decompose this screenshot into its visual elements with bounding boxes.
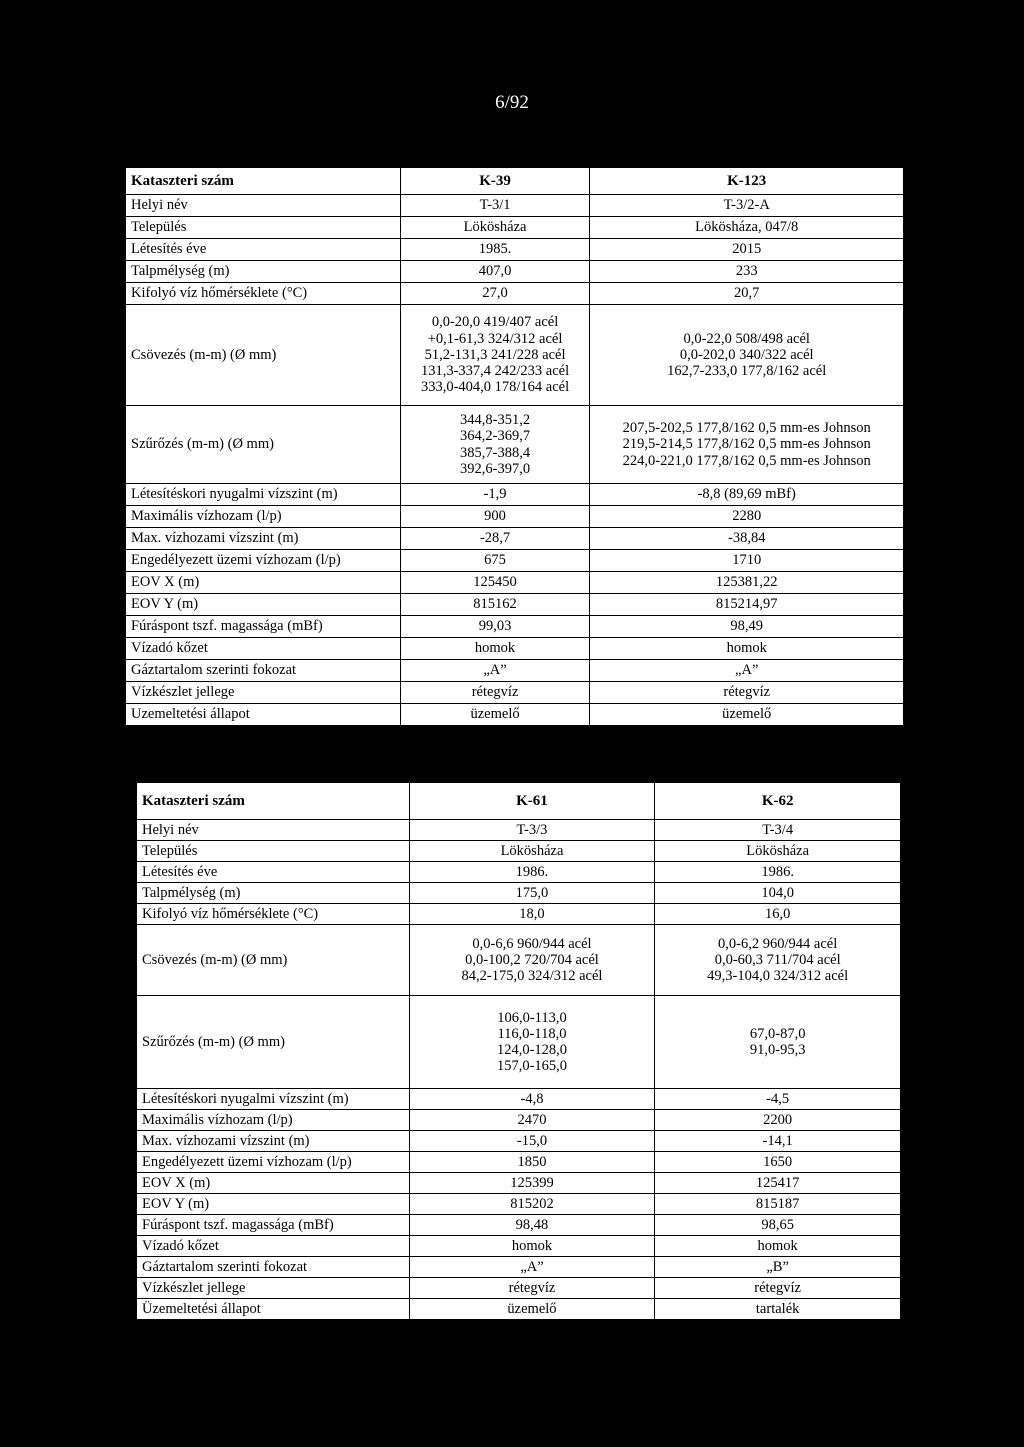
well-1-cadastral-cell: K-61 xyxy=(409,783,655,820)
well-2-depth-cell: 104,0 xyxy=(655,883,901,904)
cell-line: 91,0-95,3 xyxy=(749,1042,806,1058)
well-1-eov-x-cell: 125399 xyxy=(409,1173,655,1194)
row-max-yield-level xyxy=(126,528,904,550)
well-2-elevation-cell: 98,49 xyxy=(590,616,904,638)
well-2-local-name-cell: T-3/2-A xyxy=(590,195,904,217)
row-static-level xyxy=(137,1089,901,1110)
row-label: Kifolyó víz hőmérséklete (°C) xyxy=(126,283,401,305)
well-2-water-type-cell: rétegvíz xyxy=(590,682,904,704)
well-2-year-cell: 2015 xyxy=(590,239,904,261)
well-2-eov-x-cell: 125417 xyxy=(655,1173,901,1194)
row-label: Település xyxy=(137,841,410,862)
row-label: Szűrőzés (m-m) (Ø mm) xyxy=(126,406,401,484)
row-label: EOV Y (m) xyxy=(137,1194,410,1215)
well-1-piping-cell xyxy=(409,925,655,996)
well-2-screen-cell xyxy=(590,406,904,484)
row-label: EOV X (m) xyxy=(126,572,401,594)
cell-line: 67,0-87,0 xyxy=(749,1025,806,1042)
row-label: Létesítés éve xyxy=(126,239,401,261)
cell-line: 49,3-104,0 324/312 acél xyxy=(707,968,849,985)
well-1-status-cell: üzemelő xyxy=(400,704,590,726)
row-label: Max. vízhozami vízszint (m) xyxy=(137,1131,410,1152)
well-2-static-level-cell: -4,5 xyxy=(655,1089,901,1110)
row-aquifer xyxy=(137,1236,901,1257)
well-1-water-type-cell: rétegvíz xyxy=(400,682,590,704)
row-local-name xyxy=(137,820,901,841)
row-label: Fúráspont tszf. magassága (mBf) xyxy=(137,1215,410,1236)
row-permitted-yield xyxy=(126,550,904,572)
row-permitted-yield xyxy=(137,1152,901,1173)
well-table-1-body xyxy=(126,168,904,726)
well-1-max-yield-level-cell: -15,0 xyxy=(409,1131,655,1152)
well-2-eov-y-cell: 815187 xyxy=(655,1194,901,1215)
well-2-depth-cell: 233 xyxy=(590,261,904,283)
row-aquifer xyxy=(126,638,904,660)
row-label: Kataszteri szám xyxy=(137,783,410,820)
row-screen xyxy=(126,406,904,484)
well-2-status-cell: üzemelő xyxy=(590,704,904,726)
row-label: Település xyxy=(126,217,401,239)
cell-line: 0,0-202,0 340/322 acél xyxy=(679,346,814,363)
well-1-screen-cell xyxy=(400,406,590,484)
well-1-aquifer-cell: homok xyxy=(409,1236,655,1257)
row-label: Kataszteri szám xyxy=(126,168,401,195)
well-2-gas-class-cell: „B” xyxy=(655,1257,901,1278)
row-settlement xyxy=(137,841,901,862)
row-label: Létesítés éve xyxy=(137,862,410,883)
row-label: EOV Y (m) xyxy=(126,594,401,616)
cell-line: 157,0-165,0 xyxy=(496,1058,568,1075)
well-1-year-cell: 1985. xyxy=(400,239,590,261)
row-label: Helyi név xyxy=(137,820,410,841)
well-2-piping-cell xyxy=(590,305,904,406)
well-2-settlement-cell: Lökösháza xyxy=(655,841,901,862)
well-1-max-yield-cell: 900 xyxy=(400,506,590,528)
well-2-temp-cell: 16,0 xyxy=(655,904,901,925)
well-1-gas-class-cell: „A” xyxy=(400,660,590,682)
row-label: Létesítéskori nyugalmi vízszint (m) xyxy=(137,1089,410,1110)
row-label: Vízkészlet jellege xyxy=(137,1278,410,1299)
cell-line: 344,8-351,2 xyxy=(460,412,531,429)
row-label: Szűrőzés (m-m) (Ø mm) xyxy=(137,996,410,1089)
well-1-elevation-cell: 98,48 xyxy=(409,1215,655,1236)
row-label: Fúráspont tszf. magassága (mBf) xyxy=(126,616,401,638)
well-1-eov-y-cell: 815202 xyxy=(409,1194,655,1215)
well-1-max-yield-cell: 2470 xyxy=(409,1110,655,1131)
row-label: Vízadó kőzet xyxy=(137,1236,410,1257)
row-label: Csövezés (m-m) (Ø mm) xyxy=(126,305,401,406)
well-2-piping-cell xyxy=(655,925,901,996)
well-2-screen-cell xyxy=(655,996,901,1089)
row-eov-x xyxy=(126,572,904,594)
cell-line: 333,0-404,0 178/164 acél xyxy=(420,379,570,396)
well-1-cadastral-cell: K-39 xyxy=(400,168,590,195)
row-screen xyxy=(137,996,901,1089)
row-max-yield xyxy=(126,506,904,528)
cell-line: 0,0-22,0 508/498 acél xyxy=(683,330,810,347)
row-cadastral xyxy=(126,168,904,195)
well-1-permitted-yield-cell: 675 xyxy=(400,550,590,572)
cell-line: 124,0-128,0 xyxy=(496,1042,568,1058)
well-1-depth-cell: 175,0 xyxy=(409,883,655,904)
row-year xyxy=(126,239,904,261)
well-1-local-name-cell: T-3/1 xyxy=(400,195,590,217)
row-label: Gáztartalom szerinti fokozat xyxy=(137,1257,410,1278)
well-1-temp-cell: 18,0 xyxy=(409,904,655,925)
cell-line: 207,5-202,5 177,8/162 0,5 mm-es Johnson xyxy=(622,420,871,437)
row-elevation xyxy=(126,616,904,638)
page-number: 6/92 xyxy=(495,92,529,113)
well-1-temp-cell: 27,0 xyxy=(400,283,590,305)
well-2-max-yield-cell: 2200 xyxy=(655,1110,901,1131)
well-2-year-cell: 1986. xyxy=(655,862,901,883)
row-year xyxy=(137,862,901,883)
row-label: Max. vízhozami vízszint (m) xyxy=(126,528,401,550)
well-2-permitted-yield-cell: 1650 xyxy=(655,1152,901,1173)
cell-line: 0,0-20,0 419/407 acél xyxy=(431,314,559,331)
well-2-eov-y-cell: 815214,97 xyxy=(590,594,904,616)
well-table-2 xyxy=(136,782,901,1320)
row-local-name xyxy=(126,195,904,217)
row-temp xyxy=(137,904,901,925)
well-2-aquifer-cell: homok xyxy=(590,638,904,660)
cell-line: 84,2-175,0 324/312 acél xyxy=(461,968,603,985)
well-2-max-yield-cell: 2280 xyxy=(590,506,904,528)
row-label: Maximális vízhozam (l/p) xyxy=(126,506,401,528)
well-1-permitted-yield-cell: 1850 xyxy=(409,1152,655,1173)
cell-line: 0,0-100,2 720/704 acél xyxy=(465,951,599,968)
row-label: Csövezés (m-m) (Ø mm) xyxy=(137,925,410,996)
cell-line: 385,7-388,4 xyxy=(460,444,531,461)
cell-line: 224,0-221,0 177,8/162 0,5 mm-es Johnson xyxy=(622,452,871,469)
row-label: Engedélyezett üzemi vízhozam (l/p) xyxy=(137,1152,410,1173)
row-cadastral xyxy=(137,783,901,820)
well-1-static-level-cell: -4,8 xyxy=(409,1089,655,1110)
well-1-elevation-cell: 99,03 xyxy=(400,616,590,638)
well-2-aquifer-cell: homok xyxy=(655,1236,901,1257)
well-2-settlement-cell: Lökösháza, 047/8 xyxy=(590,217,904,239)
cell-line: 364,2-369,7 xyxy=(460,428,531,445)
row-label: Maximális vízhozam (l/p) xyxy=(137,1110,410,1131)
well-1-settlement-cell: Lökösháza xyxy=(409,841,655,862)
well-2-permitted-yield-cell: 1710 xyxy=(590,550,904,572)
row-gas-class xyxy=(126,660,904,682)
well-1-status-cell: üzemelő xyxy=(409,1299,655,1320)
row-label: Létesítéskori nyugalmi vízszint (m) xyxy=(126,484,401,506)
well-2-temp-cell: 20,7 xyxy=(590,283,904,305)
row-depth xyxy=(126,261,904,283)
well-1-settlement-cell: Lökösháza xyxy=(400,217,590,239)
row-eov-x xyxy=(137,1173,901,1194)
well-2-water-type-cell: rétegvíz xyxy=(655,1278,901,1299)
cell-line: 0,0-6,2 960/944 acél xyxy=(718,935,838,952)
well-1-eov-y-cell: 815162 xyxy=(400,594,590,616)
row-label: Uzemeltetési állapot xyxy=(126,704,401,726)
cell-line: 219,5-214,5 177,8/162 0,5 mm-es Johnson xyxy=(622,436,871,453)
row-elevation xyxy=(137,1215,901,1236)
cell-line: 131,3-337,4 242/233 acél xyxy=(420,363,570,380)
row-status xyxy=(137,1299,901,1320)
well-1-max-yield-level-cell: -28,7 xyxy=(400,528,590,550)
row-temp xyxy=(126,283,904,305)
row-gas-class xyxy=(137,1257,901,1278)
row-eov-y xyxy=(137,1194,901,1215)
well-1-depth-cell: 407,0 xyxy=(400,261,590,283)
well-2-eov-x-cell: 125381,22 xyxy=(590,572,904,594)
row-piping xyxy=(137,925,901,996)
well-1-aquifer-cell: homok xyxy=(400,638,590,660)
row-label: Vízkészlet jellege xyxy=(126,682,401,704)
well-2-cadastral-cell: K-123 xyxy=(590,168,904,195)
cell-line: 392,6-397,0 xyxy=(460,460,531,477)
row-label: Helyi név xyxy=(126,195,401,217)
row-status xyxy=(126,704,904,726)
well-1-local-name-cell: T-3/3 xyxy=(409,820,655,841)
well-2-max-yield-level-cell: -14,1 xyxy=(655,1131,901,1152)
cell-line: 106,0-113,0 xyxy=(497,1009,567,1026)
row-water-type xyxy=(137,1278,901,1299)
row-max-yield xyxy=(137,1110,901,1131)
row-label: Gáztartalom szerinti fokozat xyxy=(126,660,401,682)
row-water-type xyxy=(126,682,904,704)
well-1-eov-x-cell: 125450 xyxy=(400,572,590,594)
well-1-static-level-cell: -1,9 xyxy=(400,484,590,506)
row-max-yield-level xyxy=(137,1131,901,1152)
cell-line: 162,7-233,0 177,8/162 acél xyxy=(667,363,827,380)
row-piping xyxy=(126,305,904,406)
row-static-level xyxy=(126,484,904,506)
row-eov-y xyxy=(126,594,904,616)
well-table-1 xyxy=(125,167,904,726)
well-1-water-type-cell: rétegvíz xyxy=(409,1278,655,1299)
well-2-gas-class-cell: „A” xyxy=(590,660,904,682)
well-2-elevation-cell: 98,65 xyxy=(655,1215,901,1236)
well-1-year-cell: 1986. xyxy=(409,862,655,883)
well-2-cadastral-cell: K-62 xyxy=(655,783,901,820)
row-label: Engedélyezett üzemi vízhozam (l/p) xyxy=(126,550,401,572)
well-table-2-body xyxy=(137,783,901,1320)
well-1-gas-class-cell: „A” xyxy=(409,1257,655,1278)
row-label: Vízadó kőzet xyxy=(126,638,401,660)
cell-line: 51,2-131,3 241/228 acél xyxy=(424,346,566,363)
row-label: Talpmélység (m) xyxy=(137,883,410,904)
row-settlement xyxy=(126,217,904,239)
row-label: EOV X (m) xyxy=(137,1173,410,1194)
well-2-static-level-cell: -8,8 (89,69 mBf) xyxy=(590,484,904,506)
well-2-status-cell: tartalék xyxy=(655,1299,901,1320)
well-2-local-name-cell: T-3/4 xyxy=(655,820,901,841)
well-1-screen-cell xyxy=(409,996,655,1089)
cell-line: 0,0-6,6 960/944 acél xyxy=(472,935,592,952)
row-depth xyxy=(137,883,901,904)
cell-line: 0,0-60,3 711/704 acél xyxy=(714,951,841,968)
well-2-max-yield-level-cell: -38,84 xyxy=(590,528,904,550)
well-1-piping-cell xyxy=(400,305,590,406)
row-label: Üzemeltetési állapot xyxy=(137,1299,410,1320)
row-label: Talpmélység (m) xyxy=(126,261,401,283)
cell-line: 116,0-118,0 xyxy=(497,1025,567,1042)
cell-line: +0,1-61,3 324/312 acél xyxy=(427,330,563,347)
row-label: Kifolyó víz hőmérséklete (°C) xyxy=(137,904,410,925)
